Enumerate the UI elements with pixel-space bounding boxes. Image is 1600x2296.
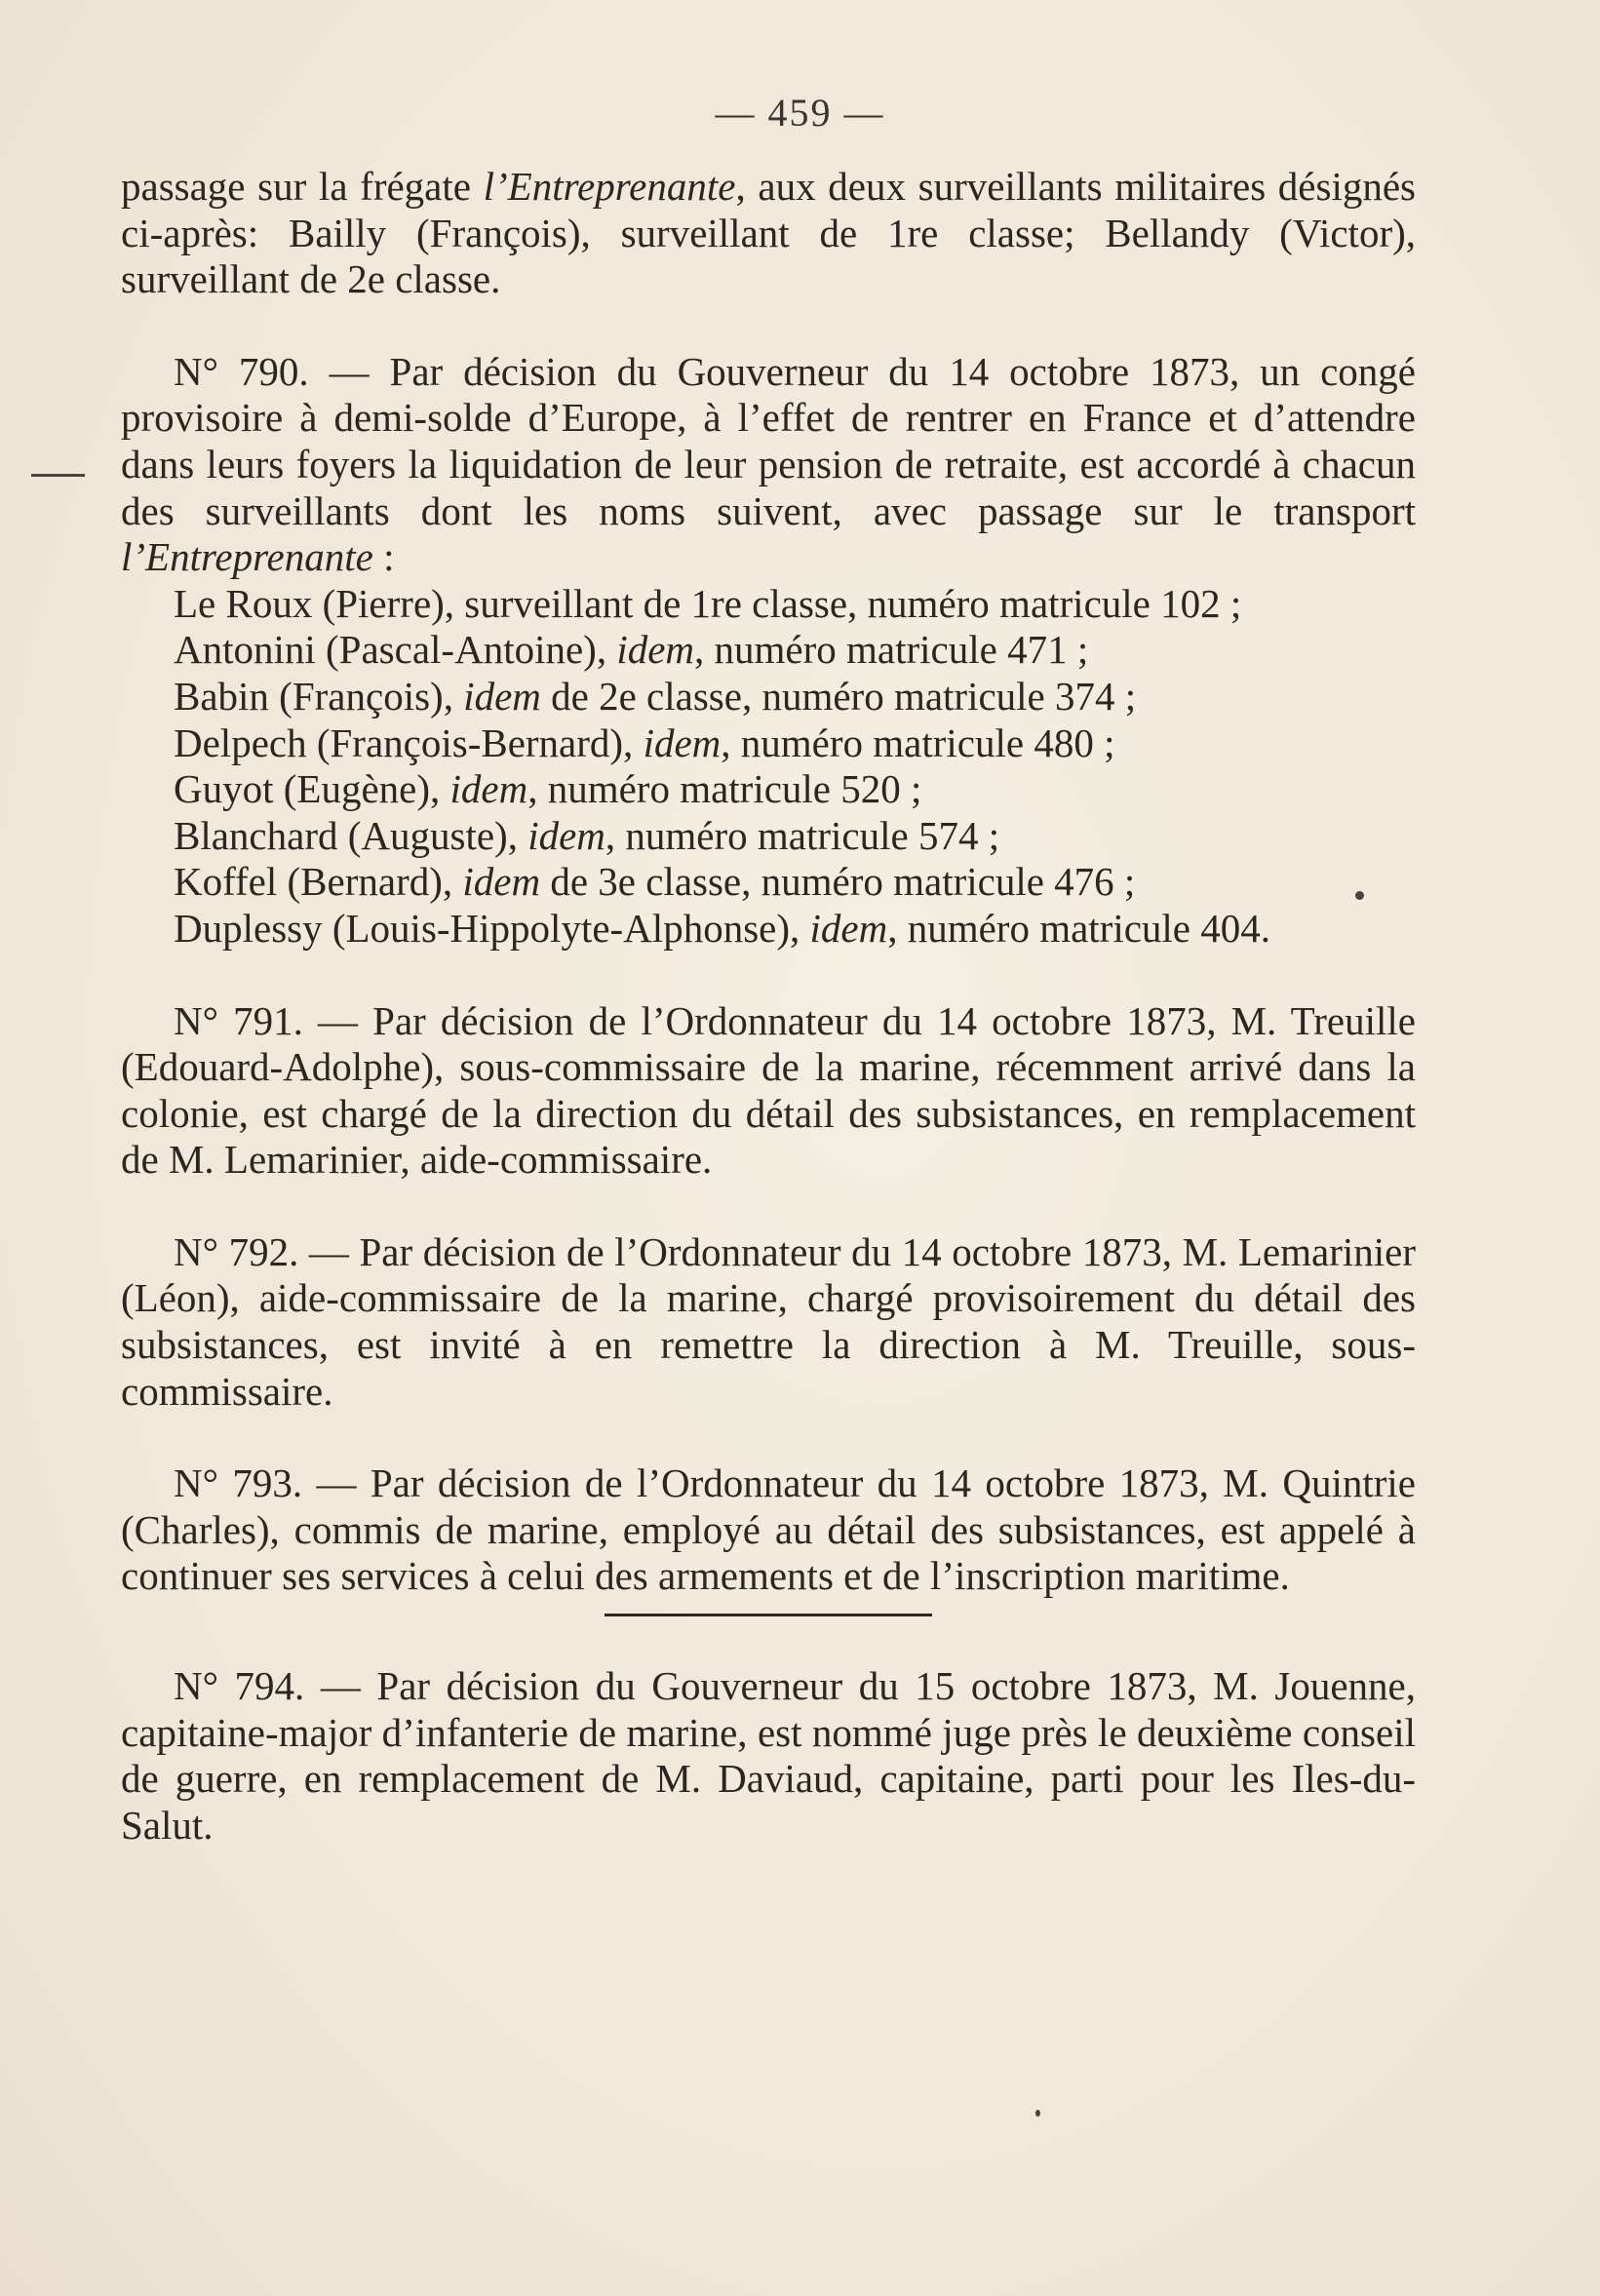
list-item [121, 674, 1416, 720]
list-item [121, 627, 1416, 674]
name-entry: Le Roux (Pierre), surveillant de 1re classe, numéro matricule 102 ; [174, 580, 1242, 626]
list-item [121, 859, 1416, 906]
name-entry-rest: , numéro matricule 520 ; [527, 766, 922, 812]
name-entry: Duplessy (Louis-Hippolyte-Alphonse), [174, 905, 810, 951]
list-item [121, 813, 1416, 860]
name-entry-rest: , numéro matricule 480 ; [721, 720, 1115, 765]
idem-word: idem [449, 766, 528, 812]
list-item [121, 906, 1416, 953]
name-entry: Antonini (Pascal-Antoine), [174, 627, 617, 673]
name-entry-rest: , numéro matricule 574 ; [605, 812, 1000, 858]
idem-word: idem [809, 905, 888, 951]
entry-791: N° 791. — Par décision de l’Ordonnateur du 14 octobre 1873, M. Treuille (Edouard-Adolphe), sous-commissaire de la marine, récemment arrivé dans la colonie, est chargé de la direction du détail des subsistances, en remplacement de M. Lemarinier, aide-commissaire. [121, 997, 1416, 1183]
name-entry-rest: , numéro matricule 471 ; [694, 627, 1089, 673]
ink-speck [1035, 2110, 1040, 2117]
name-entry: Delpech (François-Bernard), [174, 720, 644, 765]
ship-name: l’Entreprenante [483, 164, 736, 209]
page-number: — 459 — [715, 91, 885, 135]
name-entry-rest: de 3e classe, numéro matricule 476 ; [540, 859, 1136, 905]
idem-word: idem [616, 627, 695, 673]
list-item [121, 581, 1416, 628]
entry-793: N° 793. — Par décision de l’Ordonnateur du 14 octobre 1873, M. Quintrie (Charles), commis de marine, employé au détail des subsistances, est appelé à continuer ses services à celui des armements et de l’inscription maritime. [121, 1460, 1416, 1599]
continuation-paragraph [121, 164, 1416, 303]
continuation-text: passage sur la frégate [121, 164, 484, 209]
name-entry-rest: , numéro matricule 404. [887, 905, 1271, 951]
entry-790-intro [121, 349, 1416, 581]
name-entry: Babin (François), [174, 673, 464, 719]
idem-word: idem [462, 859, 541, 905]
colon: : [372, 534, 395, 580]
name-entry: Blanchard (Auguste), [174, 812, 528, 858]
entry-794: N° 794. — Par décision du Gouverneur du 15 octobre 1873, M. Jouenne, capitaine-major d’infanterie de marine, est nommé juge près le deuxième conseil de guerre, en remplacement de M. Daviaud, capitaine, parti pour les Iles-du-Salut. [121, 1663, 1416, 1848]
idem-word: idem [463, 673, 541, 719]
name-entry-rest: de 2e classe, numéro matricule 374 ; [540, 673, 1137, 719]
entry-790-text: N° 790. — Par décision du Gouverneur du 14 octobre 1873, un congé provisoire à demi-solde d’Europe, à l’effet de rentrer en France et d’attendre dans leurs foyers la liquidation de leur pension de retraite, est accordé à chacun des surveillants dont les noms suivent, avec passage sur le transport [121, 348, 1416, 533]
margin-mark [31, 474, 85, 477]
list-item [121, 720, 1416, 767]
list-item [121, 766, 1416, 813]
section-divider [605, 1614, 932, 1616]
ship-name: l’Entreprenante [121, 534, 373, 580]
entry-792: N° 792. — Par décision de l’Ordonnateur du 14 octobre 1873, M. Lemarinier (Léon), aide-commissaire de la marine, chargé provisoirement du détail des subsistances, est invité à en remettre la direction à M. Treuille, sous-commissaire. [121, 1228, 1416, 1414]
continuation-text: , aux deux surveillants militaires désignés ci-après: Bailly (François), surveillant de 1re classe; Bellandy (Victor), surveillant de 2e classe. [121, 164, 1417, 302]
idem-word: idem [527, 812, 605, 858]
name-entry: Koffel (Bernard), [174, 859, 463, 905]
name-entry: Guyot (Eugène), [174, 766, 450, 812]
page-body [121, 164, 1416, 1848]
idem-word: idem [643, 720, 722, 765]
